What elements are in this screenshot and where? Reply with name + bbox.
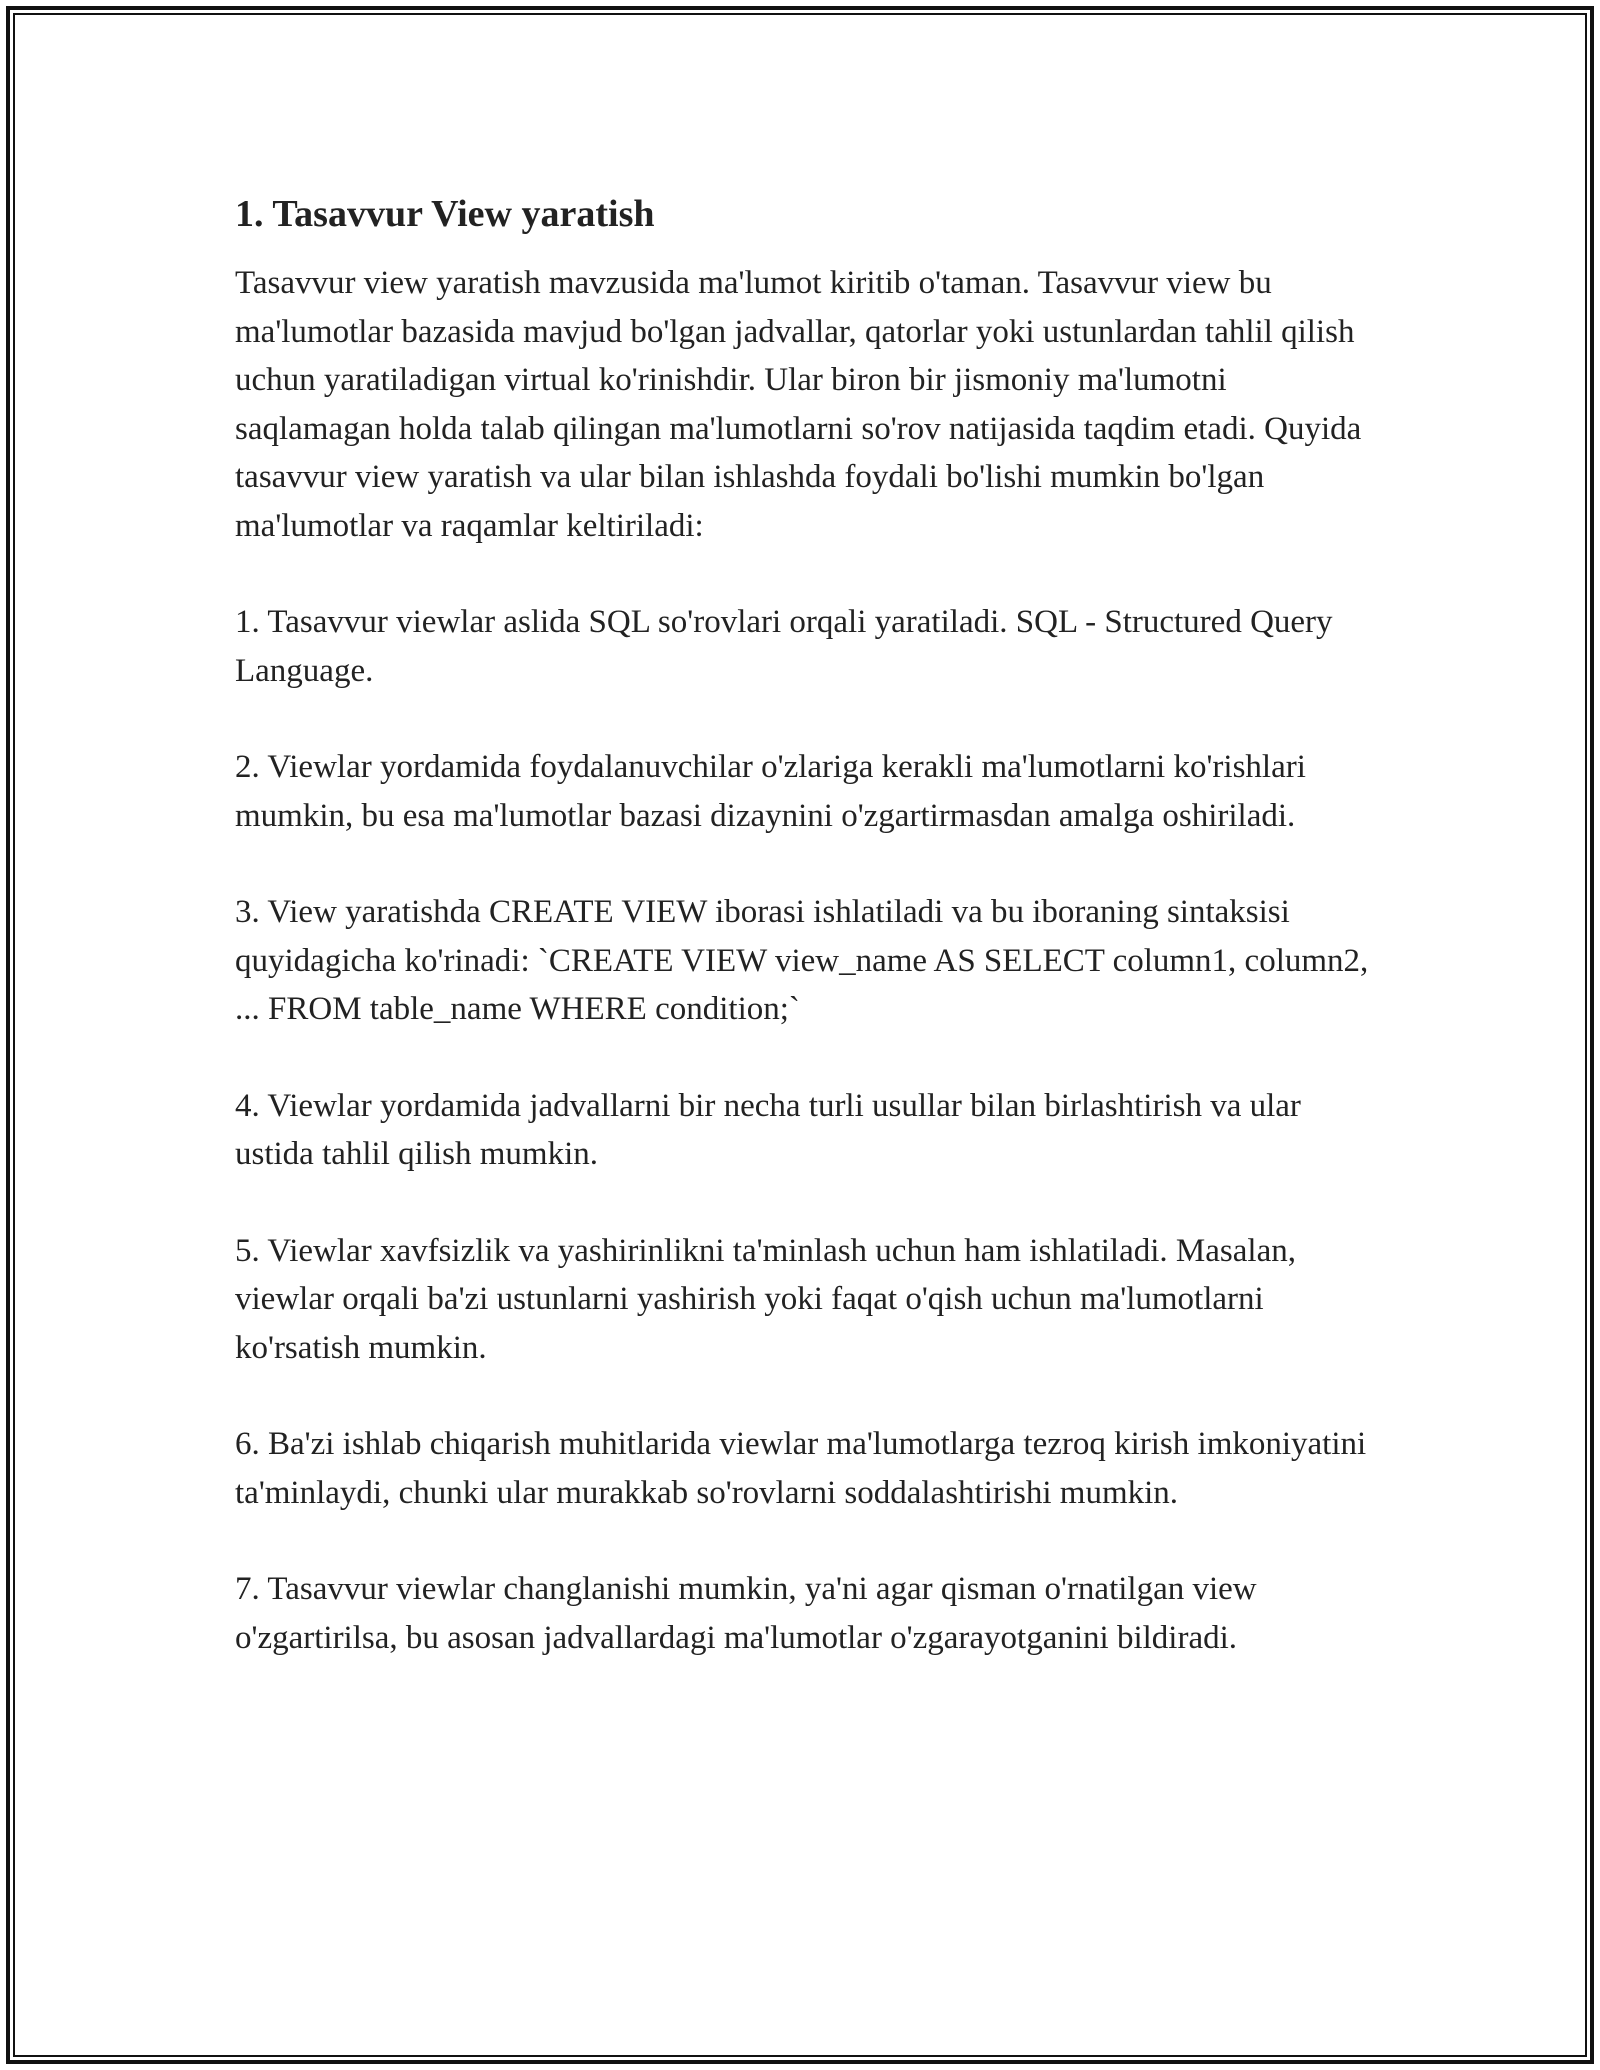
section-heading: 1. Tasavvur View yaratish [235, 193, 655, 235]
list-item: 4. Viewlar yordamida jadvallarni bir necha turli usullar bilan birlashtirish va ular ustida tahlil qilish mumkin. [235, 1087, 1301, 1172]
facts-list [235, 598, 1370, 1662]
list-item: 6. Ba'zi ishlab chiqarish muhitlarida viewlar ma'lumotlarga tezroq kirish imkoniyatini ta'minlaydi, chunki ular murakkab so'rovlarni soddalashtirishi mumkin. [235, 1426, 1367, 1511]
intro-paragraph: Tasavvur view yaratish mavzusida ma'lumot kiritib o'taman. Tasavvur view bu ma'lumotlar bazasida mavjud bo'lgan jadvallar, qatorlar yoki ustunlardan tahlil qilish uchun yaratiladigan virtual ko'rinishdir. Ular biron bir jismoniy ma'lumotni saqlamagan holda talab qilingan ma'lumotlarni so'rov natijasida taqdim etadi. Quyida tasavvur view yaratish va ular bilan ishlashda foydali bo'lishi mumkin bo'lgan ma'lumotlar va raqamlar keltiriladi: [235, 265, 1362, 544]
list-item: 2. Viewlar yordamida foydalanuvchilar o'zlariga kerakli ma'lumotlarni ko'rishlari mumkin, bu esa ma'lumotlar bazasi dizaynini o'zgartirmasdan amalga oshiriladi. [235, 749, 1306, 834]
list-item: 7. Tasavvur viewlar changlanishi mumkin, ya'ni agar qisman o'rnatilgan view o'zgartirilsa, bu asosan jadvallardagi ma'lumotlar o'zgarayotganini bildiradi. [235, 1571, 1257, 1656]
document-body [235, 185, 1370, 1662]
list-item: 3. View yaratishda CREATE VIEW iborasi ishlatiladi va bu iboraning sintaksisi quyidagicha ko'rinadi: `CREATE VIEW view_name AS SELECT column1, column2, ... FROM table_name WHERE condition;` [235, 894, 1369, 1027]
list-item: 5. Viewlar xavfsizlik va yashirinlikni ta'minlash uchun ham ishlatiladi. Masalan, viewlar orqali ba'zi ustunlarni yashirish yoki faqat o'qish uchun ma'lumotlarni ko'rsatish mumkin. [235, 1232, 1296, 1366]
list-item: 1. Tasavvur viewlar aslida SQL so'rovlari orqali yaratiladi. SQL - Structured Query Language. [235, 604, 1333, 689]
